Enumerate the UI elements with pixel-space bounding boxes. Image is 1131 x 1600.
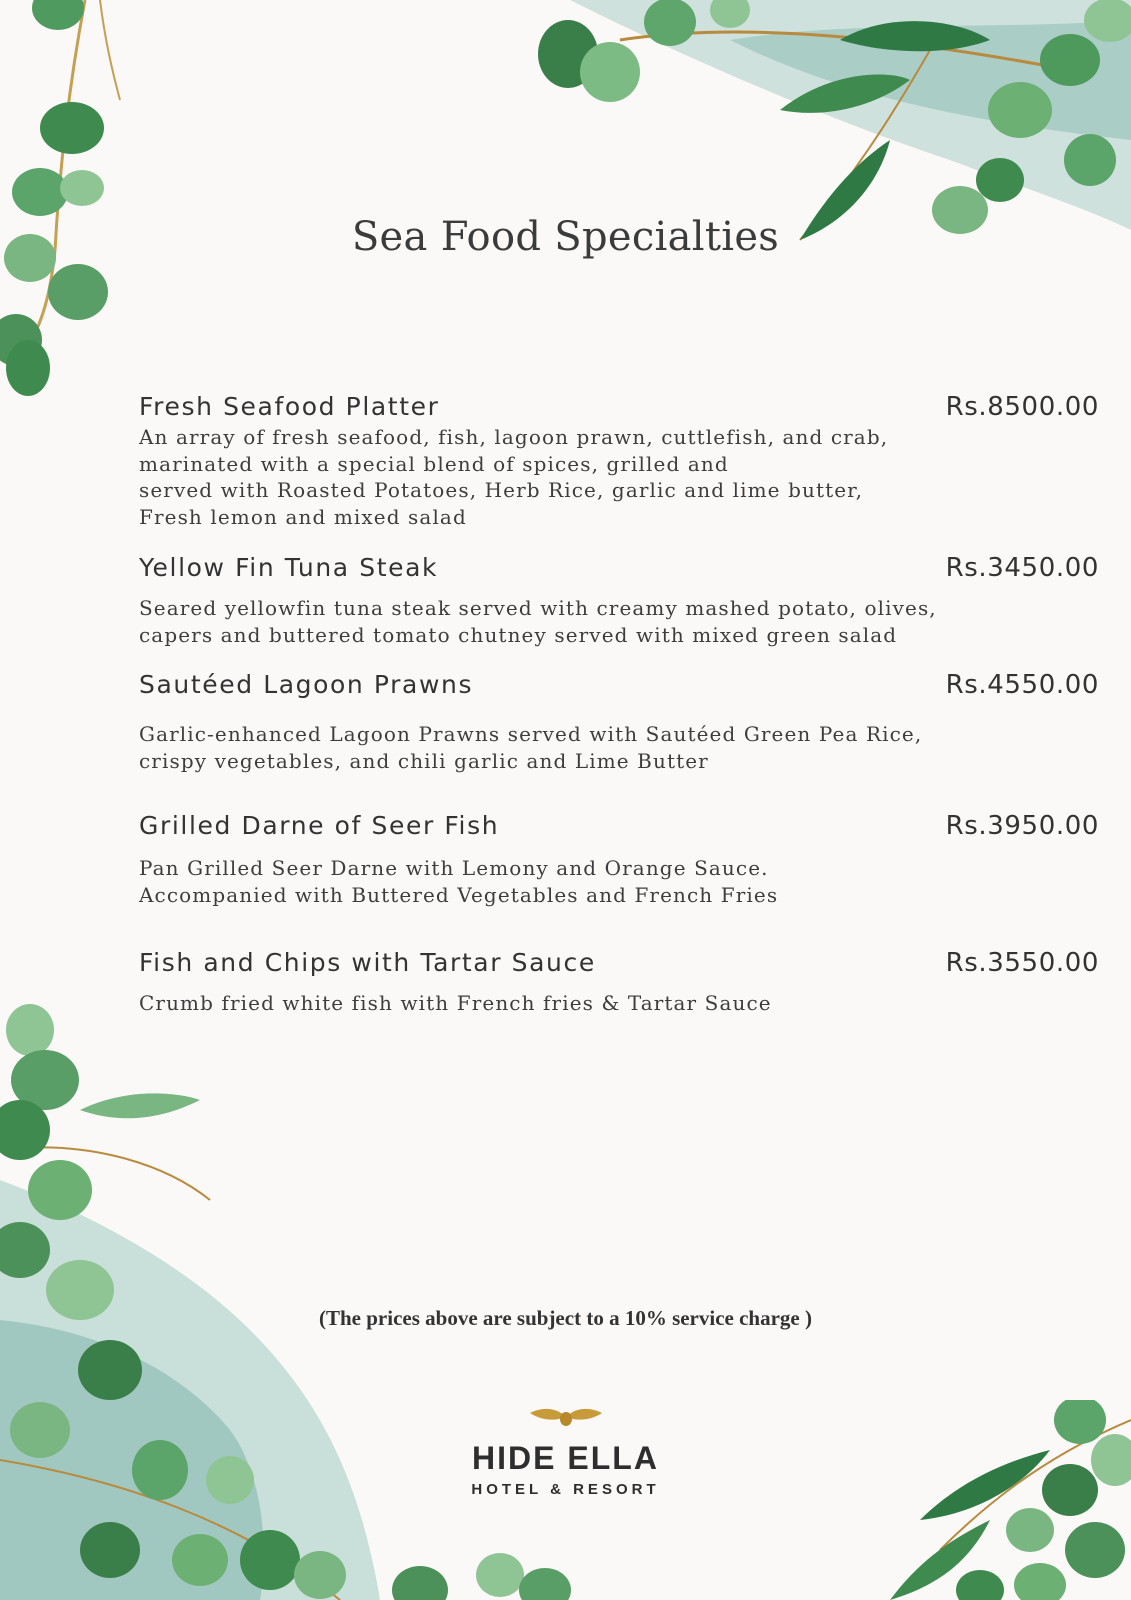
service-charge-note: (The prices above are subject to a 10% service charge ) <box>319 1306 812 1330</box>
menu-item <box>139 811 1099 908</box>
menu-item-description: Garlic-enhanced Lagoon Prawns served with Sautéed Green Pea Rice, crispy vegetables, and chili garlic and Lime Butter <box>139 722 923 773</box>
menu-item-name: Yellow Fin Tuna Steak <box>139 553 439 582</box>
brand-subtitle: HOTEL & RESORT <box>471 1481 660 1498</box>
eucalyptus-branch-top-left-decoration <box>0 0 140 420</box>
menu-item-name: Grilled Darne of Seer Fish <box>139 811 500 840</box>
menu-item <box>139 948 1099 1017</box>
menu-item-price: Rs.3450.00 <box>945 553 1099 583</box>
menu-item <box>139 392 1099 530</box>
brand-name: HIDE ELLA <box>472 1440 659 1476</box>
gold-leaf-emblem-icon <box>526 1405 606 1429</box>
eucalyptus-branch-bottom-left-decoration <box>0 1000 620 1600</box>
menu-item-description: Pan Grilled Seer Darne with Lemony and Orange Sauce. Accompanied with Buttered Vegetables and French Fries <box>139 856 779 907</box>
menu-item-price: Rs.3950.00 <box>945 811 1099 841</box>
menu-item-price: Rs.4550.00 <box>945 670 1099 700</box>
menu-item-description: Crumb fried white fish with French fries & Tartar Sauce <box>139 991 772 1015</box>
menu-item-price: Rs.3550.00 <box>945 948 1099 978</box>
menu-title: Sea Food Specialties <box>351 214 780 260</box>
menu-item-name: Sautéed Lagoon Prawns <box>139 670 474 699</box>
menu-item <box>139 553 1099 648</box>
menu-item-name: Fish and Chips with Tartar Sauce <box>139 948 596 977</box>
brand-logo <box>0 1405 1131 1498</box>
menu-item-price: Rs.8500.00 <box>945 392 1099 422</box>
menu-item <box>139 670 1099 774</box>
menu-item-name: Fresh Seafood Platter <box>139 392 440 421</box>
menu-item-description: Seared yellowfin tuna steak served with creamy mashed potato, olives, capers and buttered tomato chutney served with mixed green salad <box>139 596 937 647</box>
menu-item-description: An array of fresh seafood, fish, lagoon prawn, cuttlefish, and crab, marinated with a special blend of spices, grilled and served with Roasted Potatoes, Herb Rice, garlic and lime butter, Fresh lemon and mixed salad <box>139 425 889 529</box>
